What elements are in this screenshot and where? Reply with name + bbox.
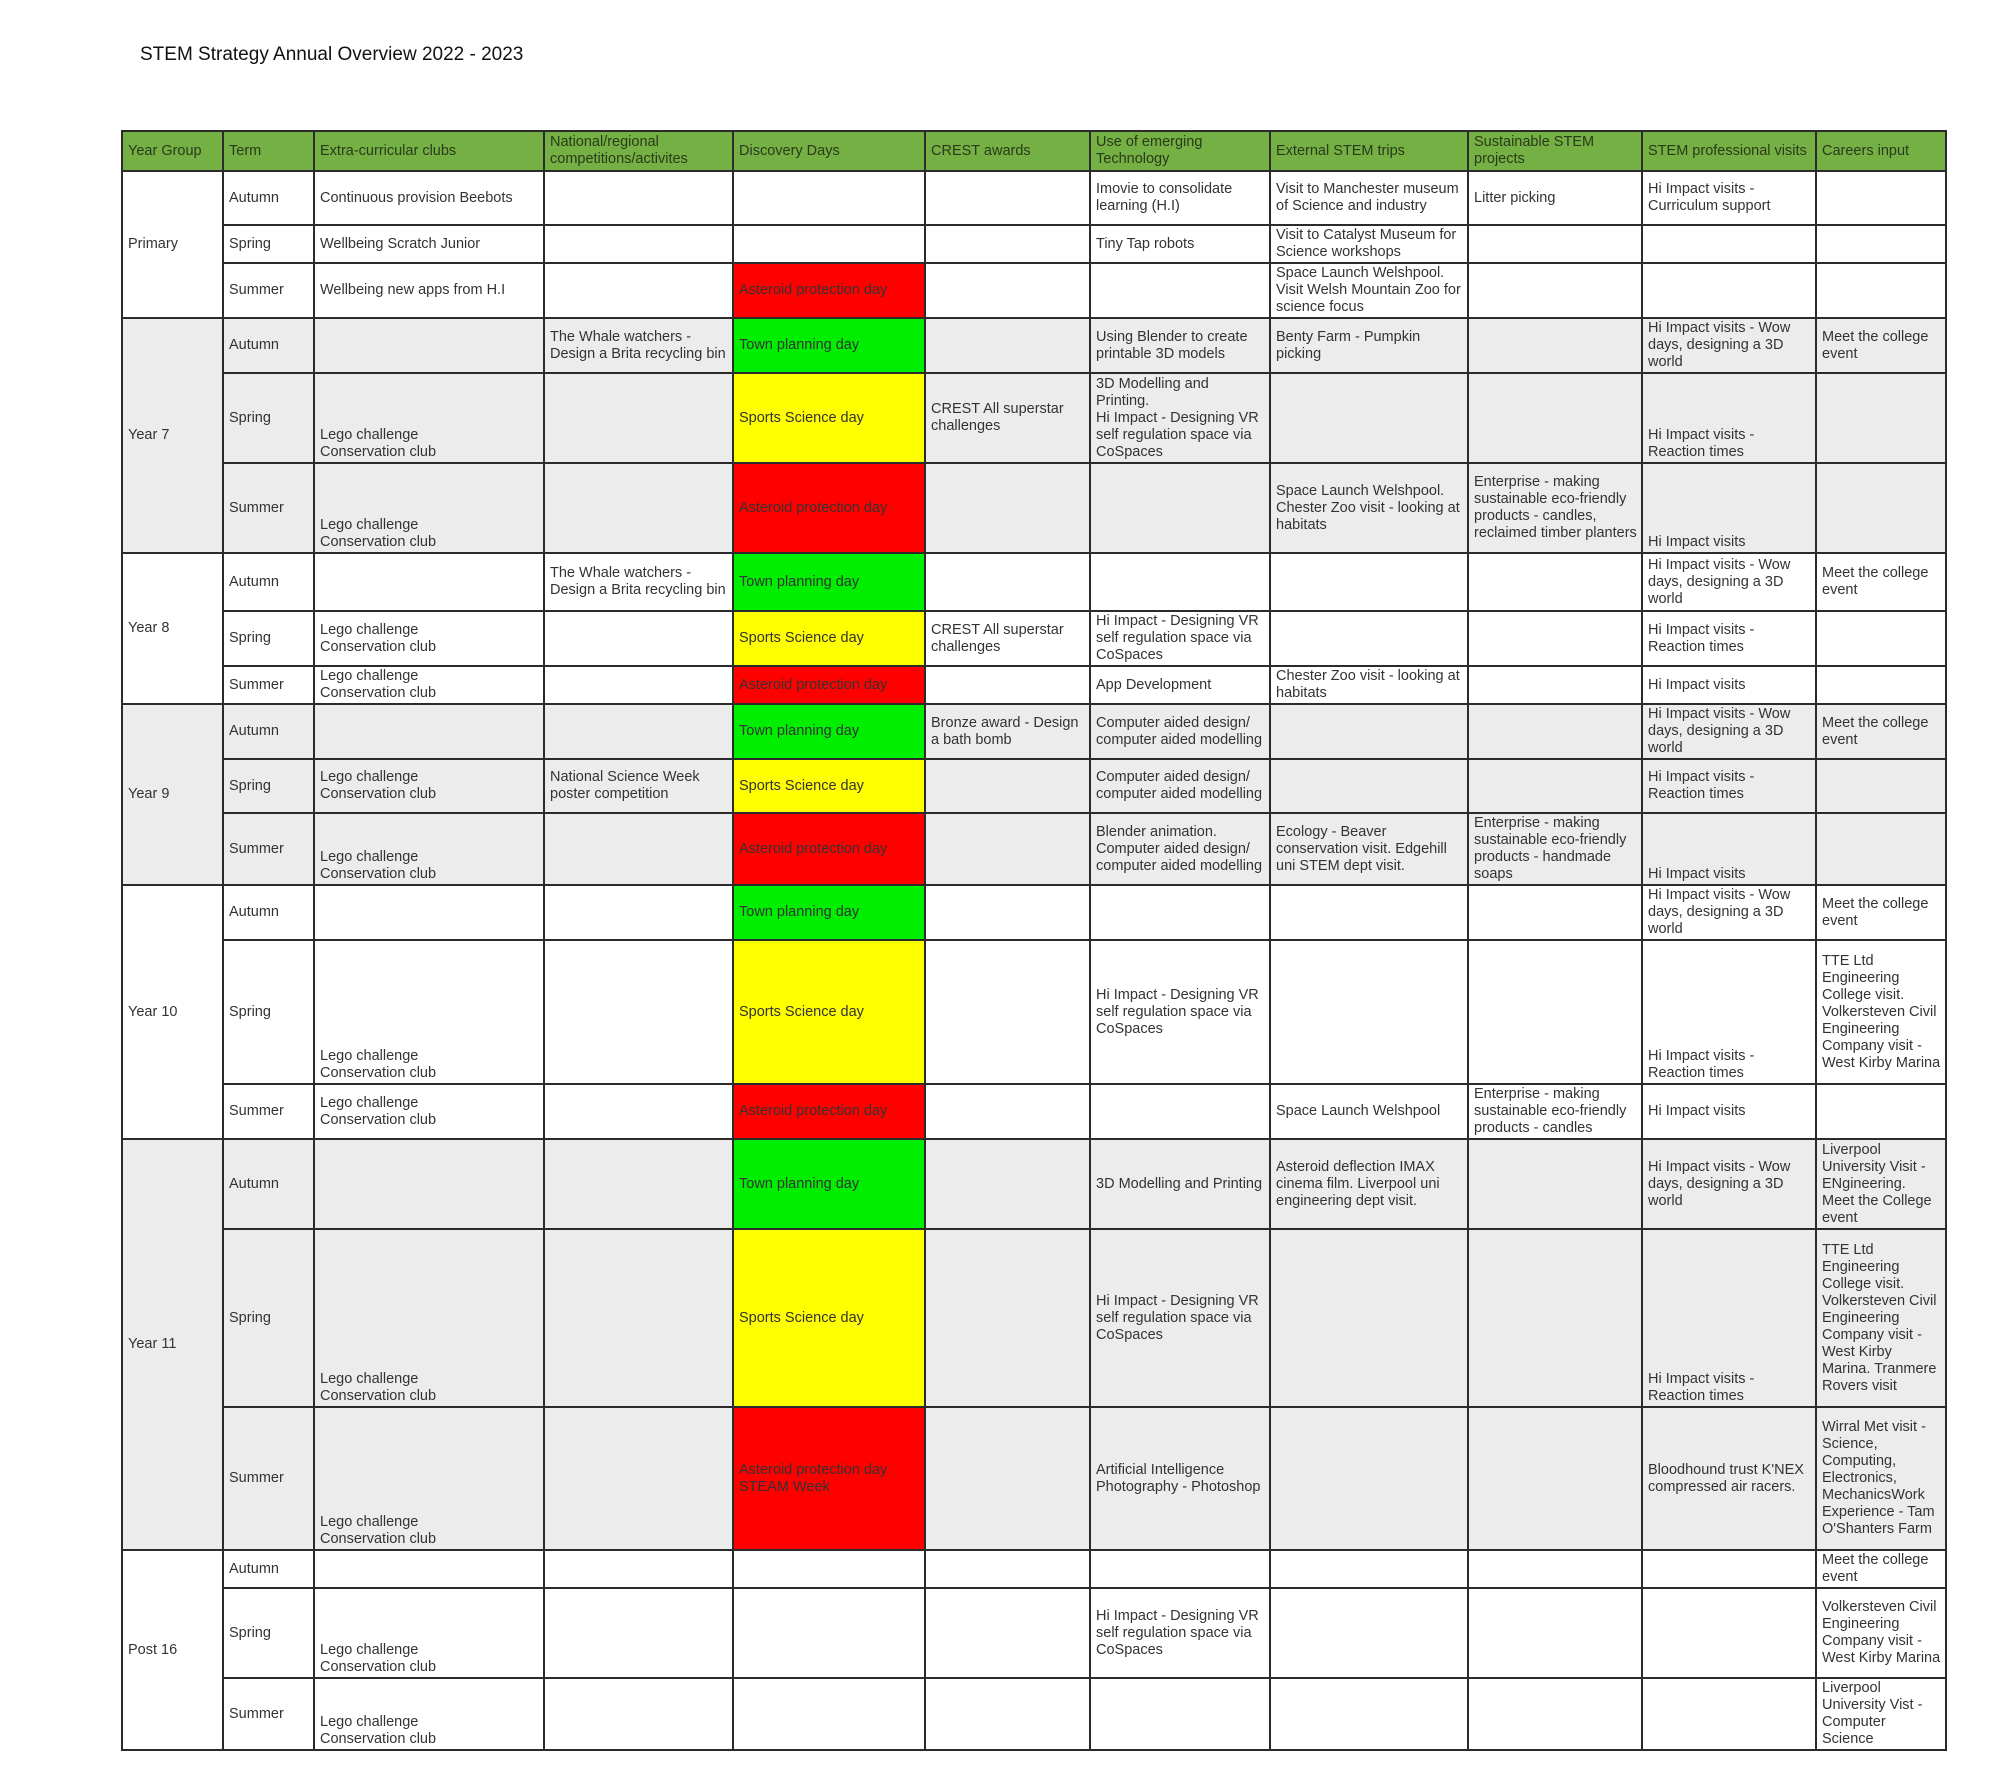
external-stem-trips-cell: [1270, 1229, 1468, 1407]
header-external-stem-trips: External STEM trips: [1270, 131, 1468, 171]
competitions-cell: The Whale watchers - Design a Brita recycling bin: [544, 318, 733, 373]
sustainable-stem-projects-cell: [1468, 666, 1642, 704]
term-cell: Autumn: [223, 553, 314, 611]
header-extra-curricular-clubs: Extra-curricular clubs: [314, 131, 544, 171]
external-stem-trips-cell: Benty Farm - Pumpkin picking: [1270, 318, 1468, 373]
crest-awards-cell: CREST All superstar challenges: [925, 373, 1090, 463]
crest-awards-cell: [925, 666, 1090, 704]
header-discovery-days: Discovery Days: [733, 131, 925, 171]
discovery-days-cell: Asteroid protection day: [733, 813, 925, 885]
careers-input-cell: [1816, 813, 1946, 885]
external-stem-trips-cell: Asteroid deflection IMAX cinema film. Liverpool uni engineering dept visit.: [1270, 1139, 1468, 1229]
table-row: [122, 1588, 1946, 1678]
discovery-days-cell: Town planning day: [733, 885, 925, 940]
competitions-cell: [544, 1407, 733, 1550]
extra-curricular-clubs-cell: Continuous provision Beebots: [314, 171, 544, 225]
emerging-technology-cell: Computer aided design/ computer aided modelling: [1090, 759, 1270, 813]
stem-professional-visits-cell: Hi Impact visits - Curriculum support: [1642, 171, 1816, 225]
sustainable-stem-projects-cell: [1468, 1139, 1642, 1229]
external-stem-trips-cell: [1270, 885, 1468, 940]
careers-input-cell: [1816, 666, 1946, 704]
discovery-days-cell: Asteroid protection day: [733, 666, 925, 704]
emerging-technology-cell: Hi Impact - Designing VR self regulation space via CoSpaces: [1090, 940, 1270, 1084]
table-row: [122, 318, 1946, 373]
careers-input-cell: Meet the college event: [1816, 885, 1946, 940]
year-group-cell: Year 11: [122, 1139, 223, 1550]
year-group-cell: Year 10: [122, 885, 223, 1139]
term-cell: Spring: [223, 373, 314, 463]
careers-input-cell: Wirral Met visit - Science, Computing, Electronics, MechanicsWork Experience - Tam O'Shanters Farm: [1816, 1407, 1946, 1550]
term-cell: Summer: [223, 1407, 314, 1550]
emerging-technology-cell: [1090, 263, 1270, 318]
stem-professional-visits-cell: [1642, 263, 1816, 318]
sustainable-stem-projects-cell: [1468, 225, 1642, 263]
extra-curricular-clubs-cell: Lego challenge Conservation club: [314, 1407, 544, 1550]
extra-curricular-clubs-cell: [314, 318, 544, 373]
stem-professional-visits-cell: Bloodhound trust K'NEX compressed air racers.: [1642, 1407, 1816, 1550]
extra-curricular-clubs-cell: Lego challenge Conservation club: [314, 1588, 544, 1678]
discovery-days-cell: [733, 1678, 925, 1750]
competitions-cell: [544, 1084, 733, 1139]
extra-curricular-clubs-cell: Lego challenge Conservation club: [314, 611, 544, 666]
emerging-technology-cell: Using Blender to create printable 3D models: [1090, 318, 1270, 373]
sustainable-stem-projects-cell: Enterprise - making sustainable eco-friendly products - handmade soaps: [1468, 813, 1642, 885]
discovery-days-cell: [733, 171, 925, 225]
table-row: [122, 759, 1946, 813]
table-row: [122, 666, 1946, 704]
careers-input-cell: Liverpool University Vist - Computer Science: [1816, 1678, 1946, 1750]
competitions-cell: [544, 263, 733, 318]
competitions-cell: [544, 1550, 733, 1588]
term-cell: Summer: [223, 463, 314, 553]
stem-professional-visits-cell: Hi Impact visits - Wow days, designing a 3D world: [1642, 704, 1816, 759]
term-cell: Spring: [223, 1229, 314, 1407]
sustainable-stem-projects-cell: [1468, 940, 1642, 1084]
careers-input-cell: [1816, 225, 1946, 263]
crest-awards-cell: [925, 1550, 1090, 1588]
competitions-cell: [544, 1588, 733, 1678]
stem-professional-visits-cell: [1642, 225, 1816, 263]
competitions-cell: [544, 373, 733, 463]
stem-professional-visits-cell: [1642, 1588, 1816, 1678]
careers-input-cell: [1816, 759, 1946, 813]
discovery-days-cell: Asteroid protection day: [733, 263, 925, 318]
crest-awards-cell: [925, 463, 1090, 553]
discovery-days-cell: Sports Science day: [733, 611, 925, 666]
sustainable-stem-projects-cell: [1468, 759, 1642, 813]
external-stem-trips-cell: [1270, 373, 1468, 463]
table-row: [122, 1229, 1946, 1407]
competitions-cell: [544, 885, 733, 940]
crest-awards-cell: CREST All superstar challenges: [925, 611, 1090, 666]
discovery-days-cell: [733, 1588, 925, 1678]
term-cell: Autumn: [223, 1139, 314, 1229]
table-row: [122, 463, 1946, 553]
extra-curricular-clubs-cell: Wellbeing new apps from H.I: [314, 263, 544, 318]
external-stem-trips-cell: Visit to Manchester museum of Science and industry: [1270, 171, 1468, 225]
competitions-cell: [544, 463, 733, 553]
external-stem-trips-cell: [1270, 1588, 1468, 1678]
sustainable-stem-projects-cell: Enterprise - making sustainable eco-friendly products - candles: [1468, 1084, 1642, 1139]
careers-input-cell: [1816, 171, 1946, 225]
emerging-technology-cell: Tiny Tap robots: [1090, 225, 1270, 263]
discovery-days-cell: Asteroid protection day: [733, 463, 925, 553]
careers-input-cell: TTE Ltd Engineering College visit. Volkersteven Civil Engineering Company visit - West Kirby Marina: [1816, 940, 1946, 1084]
extra-curricular-clubs-cell: Lego challenge Conservation club: [314, 373, 544, 463]
discovery-days-cell: Asteroid protection day: [733, 1084, 925, 1139]
emerging-technology-cell: [1090, 1084, 1270, 1139]
stem-professional-visits-cell: Hi Impact visits: [1642, 463, 1816, 553]
careers-input-cell: Meet the college event: [1816, 704, 1946, 759]
stem-professional-visits-cell: Hi Impact visits - Reaction times: [1642, 759, 1816, 813]
stem-professional-visits-cell: Hi Impact visits - Wow days, designing a 3D world: [1642, 318, 1816, 373]
crest-awards-cell: [925, 1139, 1090, 1229]
discovery-days-cell: Town planning day: [733, 553, 925, 611]
term-cell: Autumn: [223, 171, 314, 225]
table-row: [122, 813, 1946, 885]
stem-professional-visits-cell: Hi Impact visits - Wow days, designing a 3D world: [1642, 553, 1816, 611]
careers-input-cell: Meet the college event: [1816, 318, 1946, 373]
term-cell: Autumn: [223, 1550, 314, 1588]
extra-curricular-clubs-cell: Lego challenge Conservation club: [314, 813, 544, 885]
term-cell: Autumn: [223, 704, 314, 759]
discovery-days-cell: Town planning day: [733, 1139, 925, 1229]
competitions-cell: [544, 611, 733, 666]
sustainable-stem-projects-cell: Litter picking: [1468, 171, 1642, 225]
external-stem-trips-cell: Chester Zoo visit - looking at habitats: [1270, 666, 1468, 704]
crest-awards-cell: [925, 553, 1090, 611]
stem-professional-visits-cell: Hi Impact visits - Reaction times: [1642, 373, 1816, 463]
crest-awards-cell: [925, 1678, 1090, 1750]
competitions-cell: [544, 171, 733, 225]
discovery-days-cell: Town planning day: [733, 318, 925, 373]
crest-awards-cell: [925, 1229, 1090, 1407]
header-competitions: National/regional competitions/activites: [544, 131, 733, 171]
external-stem-trips-cell: Visit to Catalyst Museum for Science workshops: [1270, 225, 1468, 263]
year-group-cell: Year 7: [122, 318, 223, 553]
discovery-days-cell: Sports Science day: [733, 940, 925, 1084]
stem-professional-visits-cell: Hi Impact visits - Reaction times: [1642, 611, 1816, 666]
emerging-technology-cell: [1090, 1678, 1270, 1750]
stem-professional-visits-cell: [1642, 1550, 1816, 1588]
crest-awards-cell: [925, 885, 1090, 940]
careers-input-cell: TTE Ltd Engineering College visit. Volkersteven Civil Engineering Company visit - West Kirby Marina. Tranmere Rovers visit: [1816, 1229, 1946, 1407]
extra-curricular-clubs-cell: Lego challenge Conservation club: [314, 1084, 544, 1139]
term-cell: Summer: [223, 1678, 314, 1750]
emerging-technology-cell: App Development: [1090, 666, 1270, 704]
stem-overview-table: [121, 130, 1947, 1751]
header-year-group: Year Group: [122, 131, 223, 171]
extra-curricular-clubs-cell: [314, 885, 544, 940]
careers-input-cell: [1816, 373, 1946, 463]
term-cell: Summer: [223, 813, 314, 885]
crest-awards-cell: [925, 263, 1090, 318]
table-row: [122, 553, 1946, 611]
table-row: [122, 1550, 1946, 1588]
table-body: [122, 171, 1946, 1750]
header-row: [122, 131, 1946, 171]
extra-curricular-clubs-cell: Lego challenge Conservation club: [314, 759, 544, 813]
discovery-days-cell: Sports Science day: [733, 373, 925, 463]
discovery-days-cell: Sports Science day: [733, 759, 925, 813]
table-row: [122, 704, 1946, 759]
stem-professional-visits-cell: Hi Impact visits: [1642, 1084, 1816, 1139]
crest-awards-cell: [925, 1588, 1090, 1678]
crest-awards-cell: [925, 1407, 1090, 1550]
year-group-cell: Year 8: [122, 553, 223, 704]
competitions-cell: [544, 1229, 733, 1407]
emerging-technology-cell: Imovie to consolidate learning (H.I): [1090, 171, 1270, 225]
competitions-cell: [544, 704, 733, 759]
term-cell: Summer: [223, 263, 314, 318]
external-stem-trips-cell: [1270, 1550, 1468, 1588]
external-stem-trips-cell: [1270, 1407, 1468, 1550]
discovery-days-cell: [733, 225, 925, 263]
external-stem-trips-cell: [1270, 759, 1468, 813]
emerging-technology-cell: [1090, 885, 1270, 940]
sustainable-stem-projects-cell: [1468, 611, 1642, 666]
table-row: [122, 225, 1946, 263]
sustainable-stem-projects-cell: [1468, 1550, 1642, 1588]
year-group-cell: Year 9: [122, 704, 223, 885]
table-row: [122, 611, 1946, 666]
table-row: [122, 1084, 1946, 1139]
careers-input-cell: [1816, 611, 1946, 666]
emerging-technology-cell: Hi Impact - Designing VR self regulation space via CoSpaces: [1090, 1229, 1270, 1407]
extra-curricular-clubs-cell: [314, 1550, 544, 1588]
stem-professional-visits-cell: Hi Impact visits: [1642, 813, 1816, 885]
competitions-cell: [544, 225, 733, 263]
header-term: Term: [223, 131, 314, 171]
external-stem-trips-cell: Ecology - Beaver conservation visit. Edgehill uni STEM dept visit.: [1270, 813, 1468, 885]
term-cell: Summer: [223, 1084, 314, 1139]
table-row: [122, 373, 1946, 463]
competitions-cell: National Science Week poster competition: [544, 759, 733, 813]
year-group-cell: Primary: [122, 171, 223, 318]
emerging-technology-cell: 3D Modelling and Printing: [1090, 1139, 1270, 1229]
table-row: [122, 940, 1946, 1084]
external-stem-trips-cell: [1270, 940, 1468, 1084]
careers-input-cell: Volkersteven Civil Engineering Company visit - West Kirby Marina: [1816, 1588, 1946, 1678]
crest-awards-cell: [925, 813, 1090, 885]
stem-professional-visits-cell: Hi Impact visits - Wow days, designing a 3D world: [1642, 885, 1816, 940]
stem-professional-visits-cell: Hi Impact visits: [1642, 666, 1816, 704]
term-cell: Autumn: [223, 885, 314, 940]
stem-professional-visits-cell: Hi Impact visits - Wow days, designing a 3D world: [1642, 1139, 1816, 1229]
stem-professional-visits-cell: [1642, 1678, 1816, 1750]
external-stem-trips-cell: [1270, 553, 1468, 611]
careers-input-cell: Meet the college event: [1816, 1550, 1946, 1588]
term-cell: Spring: [223, 225, 314, 263]
table-row: [122, 171, 1946, 225]
table-row: [122, 1678, 1946, 1750]
emerging-technology-cell: [1090, 463, 1270, 553]
crest-awards-cell: Bronze award - Design a bath bomb: [925, 704, 1090, 759]
emerging-technology-cell: Computer aided design/ computer aided modelling: [1090, 704, 1270, 759]
emerging-technology-cell: 3D Modelling and Printing. Hi Impact - Designing VR self regulation space via CoSpaces: [1090, 373, 1270, 463]
term-cell: Summer: [223, 666, 314, 704]
competitions-cell: [544, 940, 733, 1084]
competitions-cell: [544, 666, 733, 704]
discovery-days-cell: Asteroid protection day STEAM Week: [733, 1407, 925, 1550]
external-stem-trips-cell: [1270, 704, 1468, 759]
extra-curricular-clubs-cell: [314, 553, 544, 611]
careers-input-cell: Meet the college event: [1816, 553, 1946, 611]
external-stem-trips-cell: Space Launch Welshpool. Chester Zoo visit - looking at habitats: [1270, 463, 1468, 553]
competitions-cell: [544, 1678, 733, 1750]
extra-curricular-clubs-cell: Lego challenge Conservation club: [314, 463, 544, 553]
emerging-technology-cell: Blender animation. Computer aided design/ computer aided modelling: [1090, 813, 1270, 885]
discovery-days-cell: Sports Science day: [733, 1229, 925, 1407]
emerging-technology-cell: Hi Impact - Designing VR self regulation space via CoSpaces: [1090, 611, 1270, 666]
sustainable-stem-projects-cell: Enterprise - making sustainable eco-friendly products - candles, reclaimed timber planters: [1468, 463, 1642, 553]
year-group-cell: Post 16: [122, 1550, 223, 1750]
external-stem-trips-cell: Space Launch Welshpool. Visit Welsh Mountain Zoo for science focus: [1270, 263, 1468, 318]
emerging-technology-cell: [1090, 553, 1270, 611]
emerging-technology-cell: [1090, 1550, 1270, 1588]
term-cell: Spring: [223, 940, 314, 1084]
extra-curricular-clubs-cell: Lego challenge Conservation club: [314, 666, 544, 704]
sustainable-stem-projects-cell: [1468, 885, 1642, 940]
careers-input-cell: [1816, 463, 1946, 553]
careers-input-cell: [1816, 263, 1946, 318]
header-sustainable-stem-projects: Sustainable STEM projects: [1468, 131, 1642, 171]
table-row: [122, 885, 1946, 940]
sustainable-stem-projects-cell: [1468, 553, 1642, 611]
term-cell: Autumn: [223, 318, 314, 373]
sustainable-stem-projects-cell: [1468, 1407, 1642, 1550]
emerging-technology-cell: Artificial Intelligence Photography - Photoshop: [1090, 1407, 1270, 1550]
competitions-cell: [544, 1139, 733, 1229]
extra-curricular-clubs-cell: Lego challenge Conservation club: [314, 1678, 544, 1750]
term-cell: Spring: [223, 759, 314, 813]
sustainable-stem-projects-cell: [1468, 373, 1642, 463]
sustainable-stem-projects-cell: [1468, 1678, 1642, 1750]
extra-curricular-clubs-cell: Lego challenge Conservation club: [314, 940, 544, 1084]
crest-awards-cell: [925, 318, 1090, 373]
document-title: STEM Strategy Annual Overview 2022 - 2023: [140, 44, 524, 65]
sustainable-stem-projects-cell: [1468, 1229, 1642, 1407]
careers-input-cell: Liverpool University Visit - ENgineering. Meet the College event: [1816, 1139, 1946, 1229]
extra-curricular-clubs-cell: Wellbeing Scratch Junior: [314, 225, 544, 263]
extra-curricular-clubs-cell: [314, 704, 544, 759]
extra-curricular-clubs-cell: Lego challenge Conservation club: [314, 1229, 544, 1407]
table-row: [122, 1139, 1946, 1229]
sustainable-stem-projects-cell: [1468, 263, 1642, 318]
crest-awards-cell: [925, 171, 1090, 225]
header-stem-professional-visits: STEM professional visits: [1642, 131, 1816, 171]
crest-awards-cell: [925, 940, 1090, 1084]
discovery-days-cell: [733, 1550, 925, 1588]
term-cell: Spring: [223, 611, 314, 666]
careers-input-cell: [1816, 1084, 1946, 1139]
sustainable-stem-projects-cell: [1468, 704, 1642, 759]
external-stem-trips-cell: Space Launch Welshpool: [1270, 1084, 1468, 1139]
external-stem-trips-cell: [1270, 611, 1468, 666]
crest-awards-cell: [925, 759, 1090, 813]
crest-awards-cell: [925, 1084, 1090, 1139]
competitions-cell: [544, 813, 733, 885]
header-emerging-technology: Use of emerging Technology: [1090, 131, 1270, 171]
discovery-days-cell: Town planning day: [733, 704, 925, 759]
emerging-technology-cell: Hi Impact - Designing VR self regulation space via CoSpaces: [1090, 1588, 1270, 1678]
stem-professional-visits-cell: Hi Impact visits - Reaction times: [1642, 1229, 1816, 1407]
table-row: [122, 263, 1946, 318]
crest-awards-cell: [925, 225, 1090, 263]
term-cell: Spring: [223, 1588, 314, 1678]
external-stem-trips-cell: [1270, 1678, 1468, 1750]
header-careers-input: Careers input: [1816, 131, 1946, 171]
header-crest-awards: CREST awards: [925, 131, 1090, 171]
extra-curricular-clubs-cell: [314, 1139, 544, 1229]
competitions-cell: The Whale watchers - Design a Brita recycling bin: [544, 553, 733, 611]
sustainable-stem-projects-cell: [1468, 1588, 1642, 1678]
table-row: [122, 1407, 1946, 1550]
stem-professional-visits-cell: Hi Impact visits - Reaction times: [1642, 940, 1816, 1084]
sustainable-stem-projects-cell: [1468, 318, 1642, 373]
